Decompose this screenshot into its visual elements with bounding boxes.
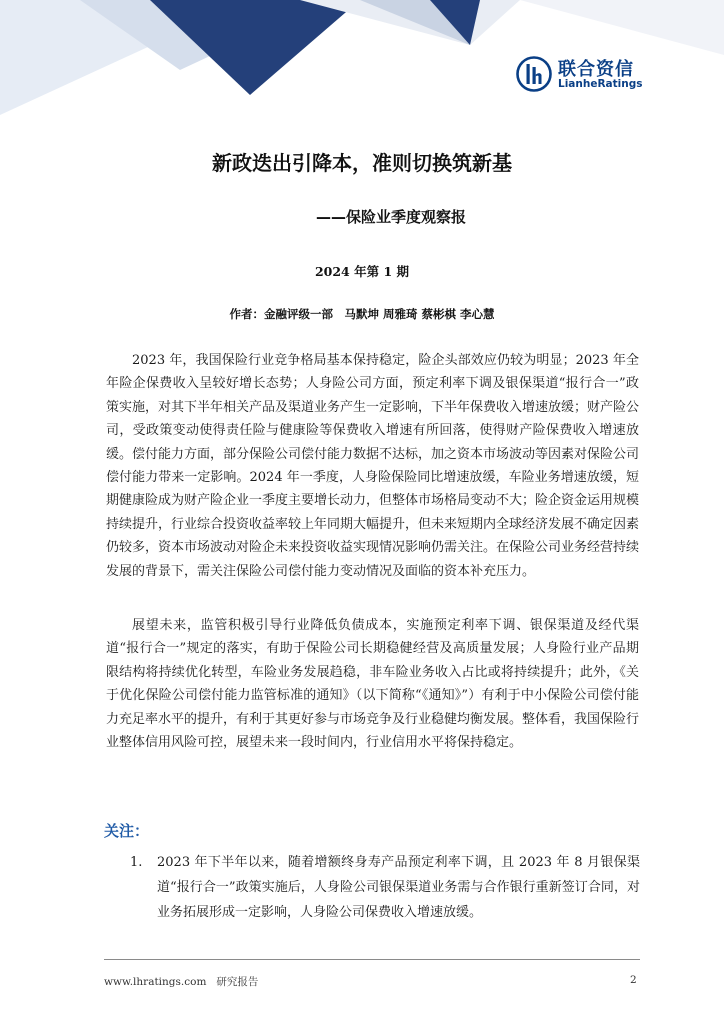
report-issue: 2024 年第 1 期 (314, 264, 410, 279)
focus-heading: 关注： (104, 822, 150, 840)
footer-divider (104, 959, 640, 960)
report-authors: 作者：金融评级一部 马默坤 周雅琦 蔡彬棋 李心慧 (229, 307, 495, 321)
footer-website: www.lhratings.com (104, 976, 207, 988)
lianhe-logo-icon (516, 56, 552, 92)
footer-label: 研究报告 (216, 976, 259, 988)
list-item-text: 2023 年下半年以来，随着增额终身寿产品预定利率下调，且 2023 年 8 月银保渠道“报行合一”政策实施后，人身险公司银保渠道业务需与合作银行重新签订合同，对业务拓展形成一定影响，人身险公司保费收入增速放缓。 (157, 855, 640, 920)
report-subtitle: ——保险业季度观察报 (316, 208, 467, 226)
brand-logo (516, 54, 646, 94)
footer-info (104, 974, 258, 989)
outlook-paragraph: 展望未来，监管积极引导行业降低负债成本，实施预定利率下调、银保渠道及经代渠道“报行合一”规定的落实，有助于保险公司长期稳健经营及高质量发展；人身险行业产品期限结构将持续优化转型，车险业务发展趋稳，非车险业务收入占比或将持续提升；此外，《关于优化保险公司偿付能力监管标准的通知》（以下简称“《通知》”）有利于中小保险公司偿付能力充足率水平的提升，有利于其更好参与市场竞争及行业稳健均衡发展。整体看，我国保险行业整体信用风险可控，展望未来一段时间内，行业信用水平将保持稳定。 (106, 618, 640, 751)
brand-name-cn: 联合资信 (558, 59, 634, 80)
report-title: 新政迭出引降本，准则切换筑新基 (212, 151, 512, 175)
list-item-number: 1. (130, 855, 143, 870)
page-number: 2 (630, 974, 637, 986)
summary-paragraph: 2023 年，我国保险行业竞争格局基本保持稳定，险企头部效应仍较为明显；2023 年全年险企保费收入呈较好增长态势；人身险公司方面，预定利率下调及银保渠道“报行合一”政策实施，对其下半年相关产品及渠道业务产生一定影响，下半年保费收入增速放缓；财产险公司，受政策变动使得责任险与健康险等保费收入增速有所回落，使得财产险保费收入增速放缓。偿付能力方面，部分保险公司偿付能力数据不达标，加之资本市场波动等因素对保险公司偿付能力带来一定影响。2024 年一季度，人身险保险同比增速放缓，车险业务增速放缓，短期健康险成为财产险企业一季度主要增长动力，但整体市场格局变动不大；险企资金运用规模持续提升，行业综合投资收益率较上年同期大幅提升，但未来短期内全球经济发展不确定因素仍较多，资本市场波动对险企未来投资收益实现情况影响仍需关注。在保险公司业务经营持续发展的背景下，需关注保险公司偿付能力变动情况及面临的资本补充压力。 (106, 353, 640, 579)
brand-name-en: LianheRatings (558, 78, 643, 90)
